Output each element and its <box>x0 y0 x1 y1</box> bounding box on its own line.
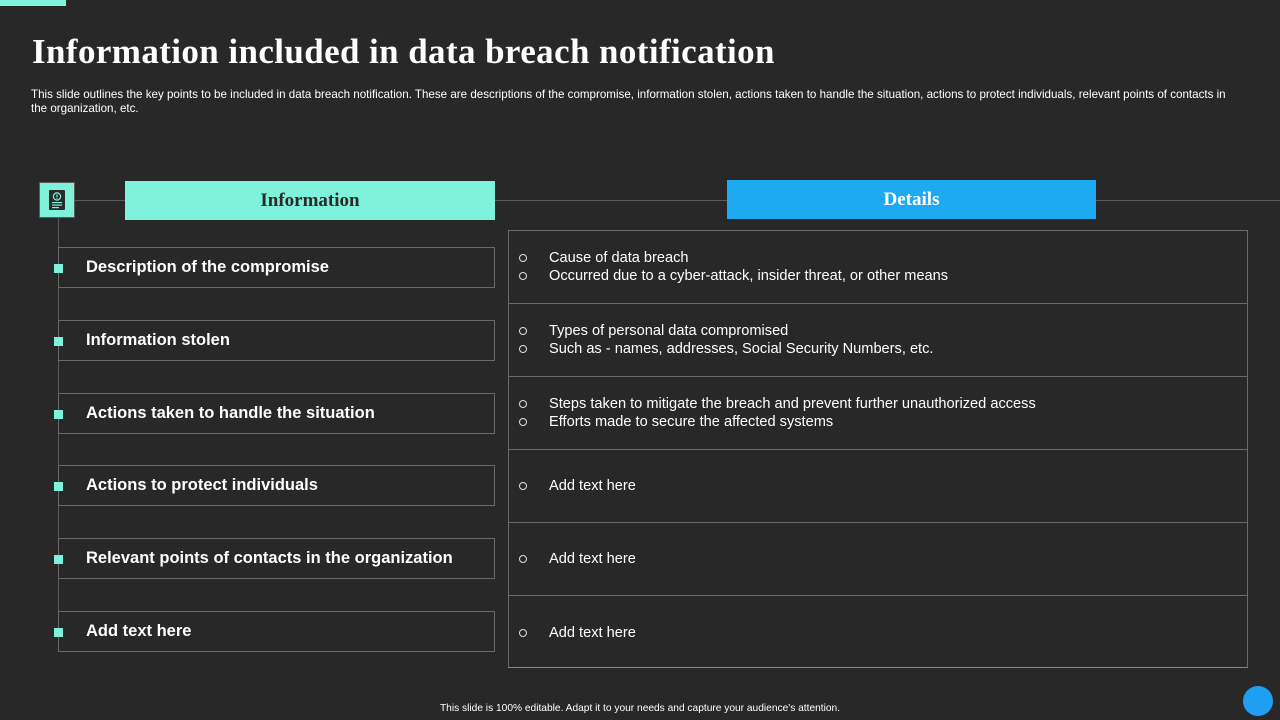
info-row-actions-protect <box>58 465 495 506</box>
bullet-circle-icon <box>519 555 527 563</box>
detail-row <box>509 596 1247 669</box>
page-title: Information included in data breach notification <box>32 32 775 71</box>
detail-bullet <box>509 267 1247 285</box>
detail-row <box>509 304 1247 377</box>
info-row-description-of-compromise <box>58 247 495 288</box>
detail-text: Types of personal data compromised <box>549 323 789 339</box>
row-marker <box>54 482 63 491</box>
bullet-circle-icon <box>519 254 527 262</box>
detail-text: Occurred due to a cyber-attack, insider threat, or other means <box>549 268 949 284</box>
footer-note: This slide is 100% editable. Adapt it to your needs and capture your audience's attention. <box>439 703 841 714</box>
bullet-circle-icon <box>519 272 527 280</box>
info-row-label: Relevant points of contacts in the organization <box>86 549 453 567</box>
info-row-label: Add text here <box>86 622 192 640</box>
details-panel <box>508 230 1248 668</box>
info-row-actions-taken <box>58 393 495 434</box>
detail-text: Such as - names, addresses, Social Security Numbers, etc. <box>549 341 934 357</box>
notification-document-icon <box>39 182 75 218</box>
detail-bullet <box>509 340 1247 358</box>
bullet-circle-icon <box>519 418 527 426</box>
row-marker <box>54 628 63 637</box>
detail-bullet <box>509 550 1247 568</box>
detail-bullet <box>509 249 1247 267</box>
row-marker <box>54 555 63 564</box>
info-row-label: Information stolen <box>86 331 230 349</box>
bullet-circle-icon <box>519 327 527 335</box>
detail-text: Add text here <box>549 624 636 641</box>
info-row-information-stolen <box>58 320 495 361</box>
information-column-header: Information <box>125 181 495 220</box>
row-marker <box>54 410 63 419</box>
corner-circle-icon <box>1243 686 1273 716</box>
bullet-circle-icon <box>519 482 527 490</box>
row-marker <box>54 337 63 346</box>
detail-bullet <box>509 395 1247 413</box>
detail-row <box>509 523 1247 596</box>
info-row-label: Actions taken to handle the situation <box>86 404 375 422</box>
detail-row <box>509 231 1247 304</box>
info-row-label: Description of the compromise <box>86 258 329 276</box>
info-row-label: Actions to protect individuals <box>86 476 318 494</box>
detail-text: Steps taken to mitigate the breach and prevent further unauthorized access <box>549 396 1036 412</box>
detail-bullet <box>509 322 1247 340</box>
detail-bullet <box>509 624 1247 642</box>
bullet-circle-icon <box>519 400 527 408</box>
detail-bullet <box>509 477 1247 495</box>
top-accent-bar <box>0 0 66 6</box>
detail-bullet <box>509 413 1247 431</box>
detail-text: Efforts made to secure the affected systems <box>549 414 834 430</box>
detail-row <box>509 450 1247 523</box>
detail-text: Add text here <box>549 478 636 494</box>
bullet-circle-icon <box>519 629 527 637</box>
detail-text: Add text here <box>549 551 636 567</box>
row-marker <box>54 264 63 273</box>
detail-text: Cause of data breach <box>549 250 689 266</box>
page-subtitle: This slide outlines the key points to be included in data breach notification. These are descriptions of the compromise, information stolen, actions taken to handle the situation, actions to protect individuals, relevant points of contacts in the organization, etc. <box>31 88 1226 115</box>
bullet-circle-icon <box>519 345 527 353</box>
details-column-header: Details <box>727 180 1096 219</box>
detail-row <box>509 377 1247 450</box>
info-row-add-text <box>58 611 495 652</box>
info-row-relevant-contacts <box>58 538 495 579</box>
